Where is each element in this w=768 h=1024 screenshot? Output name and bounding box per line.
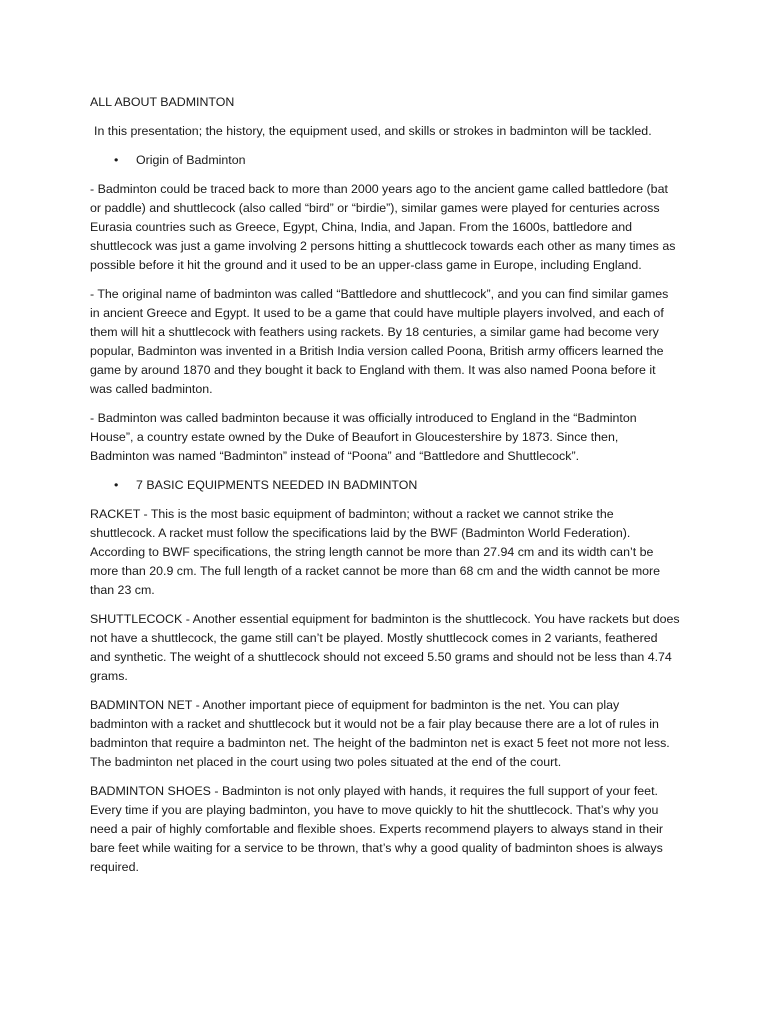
equipment-paragraph-shuttlecock bbox=[90, 610, 680, 686]
intro-paragraph: In this presentation; the history, the equipment used, and skills or strokes in badminton will be tackled. bbox=[94, 124, 652, 138]
bullet-icon: • bbox=[114, 153, 119, 167]
equipment-term: SHUTTLECOCK bbox=[90, 612, 183, 626]
document-title: ALL ABOUT BADMINTON bbox=[90, 95, 235, 109]
section-heading-origin bbox=[90, 151, 680, 170]
document-body bbox=[90, 93, 680, 887]
equipment-term: BADMINTON NET bbox=[90, 698, 193, 712]
equipment-paragraph-shoes bbox=[90, 782, 680, 877]
equipment-paragraph-net bbox=[90, 696, 680, 772]
history-paragraph: - Badminton could be traced back to more than 2000 years ago to the ancient game called battledore (bat or paddle) and shuttlecock (also called “bird” or “birdie”), similar games were played for centuries across Eurasia countries such as Greece, Egypt, China, India, and Japan. From the 1600s, battledore and shuttlecock was just a game involving 2 persons hitting a shuttlecock towards each other as many times as possible before it hit the ground and it used to be an upper-class game in Europe, including England. bbox=[90, 182, 676, 272]
equipment-description: - Another important piece of equipment for badminton is the net. You can play badminton with a racket and shuttlecock but it would not be a fair play because there are a lot of rules in badminton that require a badminton net. The height of the badminton net is exact 5 feet not more not less. The badminton net placed in the court using two poles situated at the end of the court. bbox=[90, 698, 670, 769]
section-heading-text: 7 BASIC EQUIPMENTS NEEDED IN BADMINTON bbox=[136, 478, 418, 492]
equipment-term: BADMINTON SHOES bbox=[90, 784, 211, 798]
equipment-description: - Badminton is not only played with hands, it requires the full support of your feet. Every time if you are playing badminton, you have to move quickly to hit the shuttlecock. That’s why you need a pair of highly comfortable and flexible shoes. Experts recommend players to always stand in their bare feet while waiting for a service to be thrown, that’s why a good quality of badminton shoes is always required. bbox=[90, 784, 664, 874]
history-paragraph: - Badminton was called badminton because it was officially introduced to England in the “Badminton House”, a country estate owned by the Duke of Beaufort in Gloucestershire by 1873. Since then, Badminton was named “Badminton” instead of “Poona” and “Battledore and Shuttlecock”. bbox=[90, 411, 637, 463]
history-paragraph: - The original name of badminton was called “Battledore and shuttlecock”, and you can find similar games in ancient Greece and Egypt. It used to be a game that could have multiple players involved, and each of them will hit a shuttlecock with feathers using rackets. By 18 centuries, a similar game had become very popular, Badminton was invented in a British India version called Poona, British army officers learned the game by around 1870 and they bought it back to England with them. It was also named Poona before it was called badminton. bbox=[90, 287, 669, 396]
equipment-description: - This is the most basic equipment of badminton; without a racket we cannot strike the shuttlecock. A racket must follow the specifications laid by the BWF (Badminton World Federation). According to BWF specifications, the string length cannot be more than 27.94 cm and its width can’t be more than 20.9 cm. The full length of a racket cannot be more than 68 cm and the width cannot be more than 23 cm. bbox=[90, 507, 661, 597]
equipment-paragraph-racket bbox=[90, 505, 680, 600]
section-heading-equipment bbox=[90, 476, 680, 495]
section-heading-text: Origin of Badminton bbox=[136, 153, 246, 167]
equipment-description: - Another essential equipment for badminton is the shuttlecock. You have rackets but does not have a shuttlecock, the game still can’t be played. Mostly shuttlecock comes in 2 variants, feathered and synthetic. The weight of a shuttlecock should not exceed 5.50 grams and should not be less than 4.74 grams. bbox=[90, 612, 680, 683]
equipment-term: RACKET bbox=[90, 507, 141, 521]
bullet-icon: • bbox=[114, 478, 119, 492]
